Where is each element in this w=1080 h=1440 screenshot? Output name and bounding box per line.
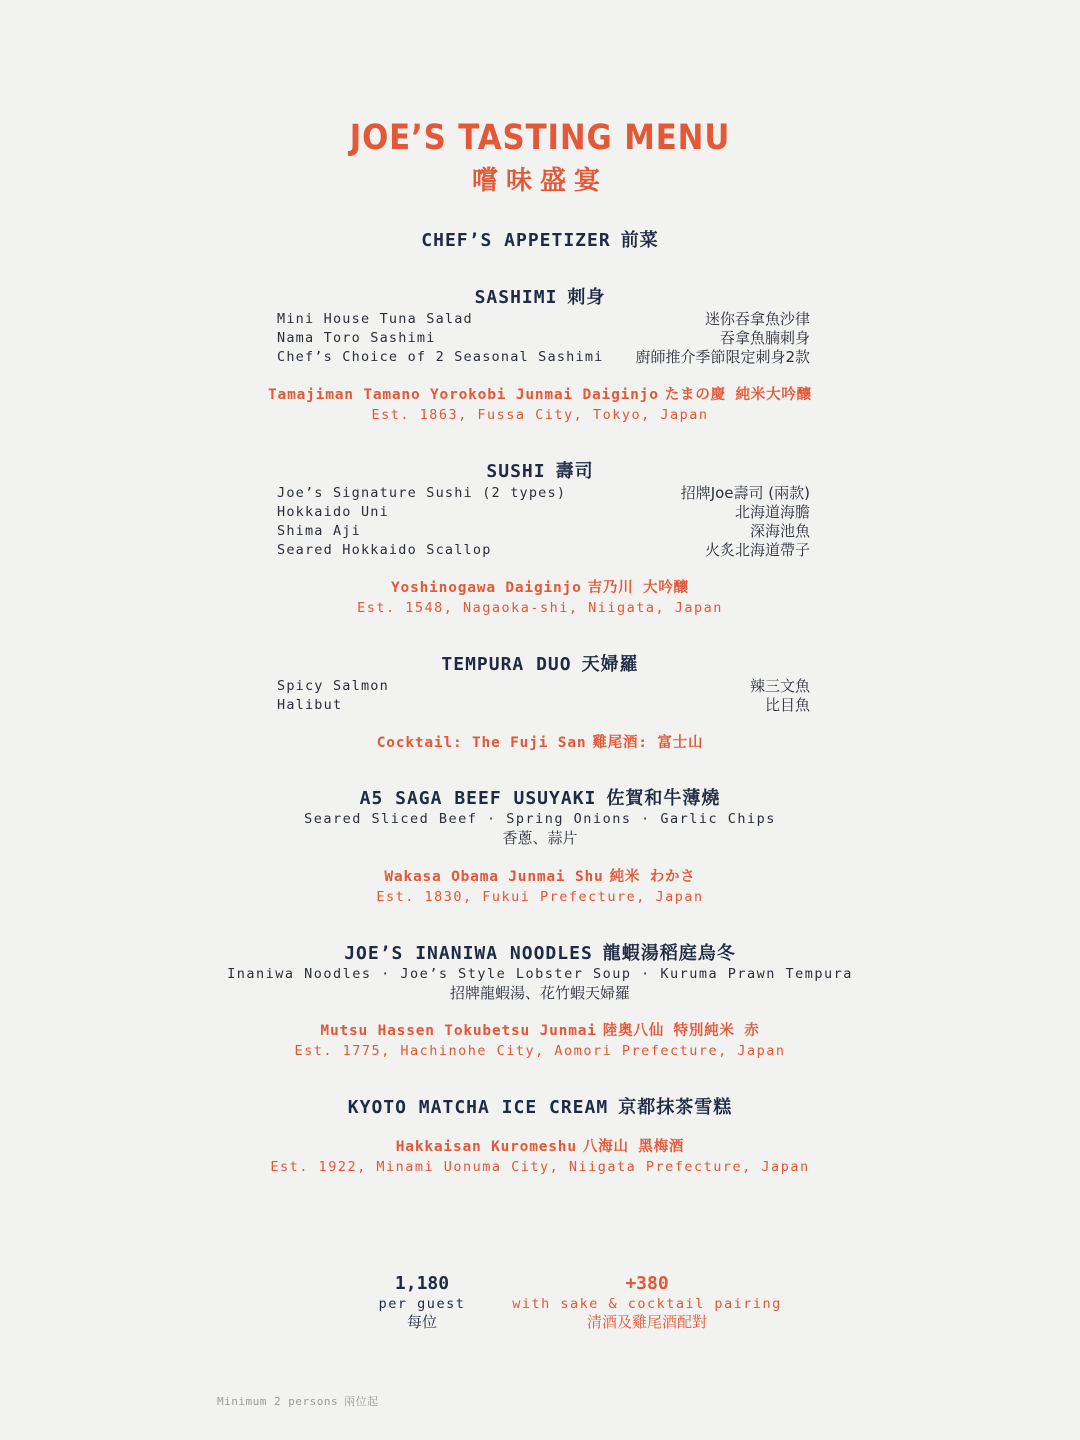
pairing-origin: Est. 1775, Hachinohe City, Aomori Prefecture, Japan — [294, 1043, 786, 1059]
footnote — [217, 1393, 379, 1409]
section-matcha-ice-cream — [0, 1097, 1080, 1177]
pairing-name-en: Cocktail: The Fuji San — [376, 735, 587, 751]
base-price-block — [362, 1273, 482, 1331]
section-heading — [0, 943, 1080, 965]
section-heading — [0, 461, 1080, 483]
section-saga-beef — [0, 788, 1080, 907]
item-name-zh: 火炙北海道帶子 — [704, 541, 810, 559]
pairing-origin: Est. 1863, Fussa City, Tokyo, Japan — [371, 407, 709, 423]
pairing-price-note-zh: 清酒及雞尾酒配對 — [586, 1313, 707, 1331]
dish-description-zh: 招牌龍蝦湯、花竹蝦天婦羅 — [449, 984, 630, 1002]
footnote-zh: 兩位起 — [344, 1395, 379, 1408]
pairing-price-block — [497, 1273, 797, 1331]
item-list — [0, 484, 1080, 560]
pairing-name-jp: 陸奥八仙 特別純米 赤 — [602, 1023, 760, 1039]
pairing-name — [0, 867, 1080, 887]
base-price-note-zh: 每位 — [406, 1313, 437, 1331]
heading-zh: 前菜 — [620, 230, 659, 251]
pairing-name-jp: 雞尾酒: 富士山 — [592, 735, 704, 751]
item-name-zh: 迷你吞拿魚沙律 — [704, 310, 810, 328]
pairing-name-jp: 吉乃川 大吟釀 — [587, 580, 689, 596]
item-name-zh: 深海池魚 — [749, 522, 810, 540]
item-name-zh: 比目魚 — [764, 696, 810, 714]
heading-en: KYOTO MATCHA ICE CREAM — [347, 1097, 609, 1118]
item-name-en: Shima Aji — [277, 523, 361, 539]
base-price-note: per guest — [378, 1296, 466, 1312]
pairing-price: +380 — [625, 1273, 669, 1294]
pairing-name — [0, 1137, 1080, 1157]
pairing-name-jp: たまの慶 純米大吟釀 — [664, 387, 812, 403]
section-tempura — [0, 654, 1080, 753]
list-item — [0, 522, 1080, 541]
pairing-price-note: with sake & cocktail pairing — [512, 1296, 782, 1312]
item-name-en: Chef’s Choice of 2 Seasonal Sashimi — [277, 349, 604, 365]
pairing-origin: Est. 1548, Nagaoka-shi, Niigata, Japan — [357, 600, 723, 616]
item-name-zh: 招牌Joe壽司 (兩款) — [680, 484, 810, 502]
item-name-en: Spicy Salmon — [277, 678, 389, 694]
item-name-zh: 北海道海膽 — [734, 503, 810, 521]
item-list — [0, 677, 1080, 715]
base-price: 1,180 — [394, 1273, 450, 1294]
heading-en: JOE’S INANIWA NOODLES — [344, 943, 593, 964]
pairing-name — [0, 578, 1080, 598]
section-heading — [0, 654, 1080, 676]
heading-en: SUSHI — [486, 461, 546, 482]
item-name-en: Hokkaido Uni — [277, 504, 389, 520]
section-heading — [0, 1097, 1080, 1119]
section-sashimi — [0, 287, 1080, 425]
list-item — [0, 503, 1080, 522]
dish-description-en: Seared Sliced Beef · Spring Onions · Garlic Chips — [304, 811, 776, 827]
section-heading — [0, 230, 1080, 252]
item-name-zh: 辣三文魚 — [749, 677, 810, 695]
pairing-name — [0, 385, 1080, 405]
heading-en: SASHIMI — [474, 287, 558, 308]
pairing-name-en: Mutsu Hassen Tokubetsu Junmai — [320, 1023, 597, 1039]
pairing-name-jp: 純米 わかさ — [609, 869, 696, 885]
item-name-zh: 廚師推介季節限定刺身2款 — [635, 348, 810, 366]
section-heading — [0, 788, 1080, 810]
list-item — [0, 329, 1080, 348]
section-sushi — [0, 461, 1080, 618]
section-heading — [0, 287, 1080, 309]
pairing-name — [0, 1021, 1080, 1041]
item-name-en: Nama Toro Sashimi — [277, 330, 436, 346]
pairing-name-en: Wakasa Obama Junmai Shu — [384, 869, 604, 885]
section-inaniwa-noodles — [0, 943, 1080, 1061]
item-name-en: Seared Hokkaido Scallop — [277, 542, 492, 558]
menu-subtitle: 嚐味盛宴 — [471, 166, 608, 196]
list-item — [0, 484, 1080, 503]
pairing-name — [0, 733, 1080, 753]
list-item — [0, 541, 1080, 560]
heading-zh: 龍蝦湯稻庭烏冬 — [602, 943, 736, 964]
list-item — [0, 310, 1080, 329]
section-appetizer — [0, 230, 1080, 252]
pairing-origin: Est. 1830, Fukui Prefecture, Japan — [376, 889, 704, 905]
item-list — [0, 310, 1080, 367]
pairing-name-en: Yoshinogawa Daiginjo — [391, 580, 582, 596]
heading-en: CHEF’S APPETIZER — [421, 230, 611, 251]
heading-zh: 佐賀和牛薄燒 — [606, 788, 721, 809]
list-item — [0, 677, 1080, 696]
dish-description-zh: 香蔥、蒜片 — [502, 829, 578, 847]
footnote-en: Minimum 2 persons — [217, 1395, 339, 1408]
heading-en: TEMPURA DUO — [441, 654, 572, 675]
item-name-en: Mini House Tuna Salad — [277, 311, 473, 327]
dish-description-en: Inaniwa Noodles · Joe’s Style Lobster Soup · Kuruma Prawn Tempura — [227, 966, 853, 982]
pairing-name-en: Hakkaisan Kuromeshu — [395, 1139, 577, 1155]
list-item — [0, 348, 1080, 367]
heading-zh: 刺身 — [567, 287, 606, 308]
list-item — [0, 696, 1080, 715]
heading-en: A5 SAGA BEEF USUYAKI — [359, 788, 597, 809]
pairing-origin: Est. 1922, Minami Uonuma City, Niigata Prefecture, Japan — [270, 1159, 810, 1175]
heading-zh: 壽司 — [555, 461, 594, 482]
pairing-name-jp: 八海山 黑梅酒 — [582, 1139, 685, 1155]
item-name-en: Halibut — [277, 697, 343, 713]
heading-zh: 天婦羅 — [581, 654, 639, 675]
menu-title: JOE’S TASTING MENU — [349, 118, 731, 158]
item-name-en: Joe’s Signature Sushi (2 types) — [277, 485, 567, 501]
heading-zh: 京都抹茶雪糕 — [618, 1097, 733, 1118]
item-name-zh: 吞拿魚腩刺身 — [719, 329, 810, 347]
pairing-name-en: Tamajiman Tamano Yorokobi Junmai Daiginjo — [268, 387, 659, 403]
